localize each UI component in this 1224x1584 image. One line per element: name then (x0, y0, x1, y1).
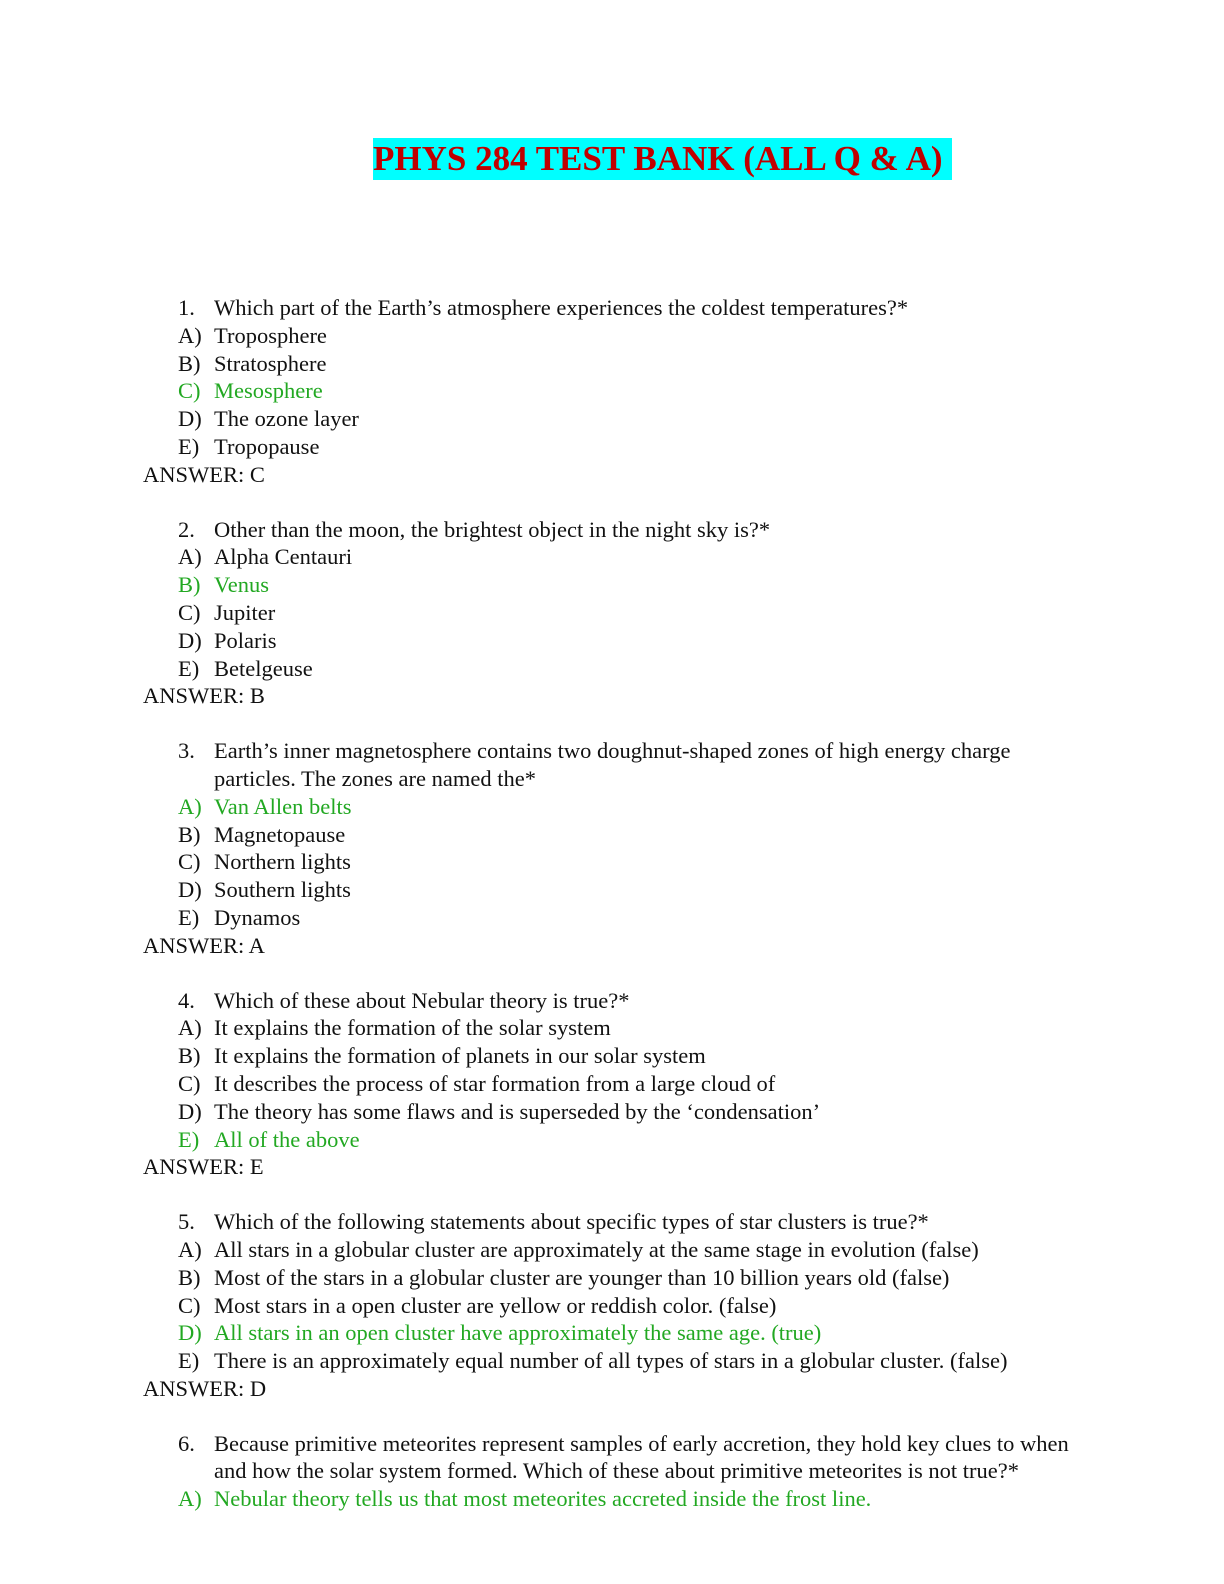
correct-option (143, 377, 1083, 405)
option (143, 627, 1083, 655)
question-stem (143, 737, 1083, 793)
question-6 (143, 1430, 1083, 1513)
option-letter: D) (178, 406, 202, 432)
option-letter: D) (178, 1098, 202, 1124)
option-text: Dynamos (214, 904, 301, 930)
question-stem (143, 1208, 1083, 1236)
question-text: Which of these about Nebular theory is true?* (214, 987, 630, 1013)
title-block (373, 138, 952, 180)
option (143, 848, 1083, 876)
option-letter: D) (178, 877, 202, 903)
option-letter: E) (178, 904, 200, 930)
answer-line: ANSWER: A (143, 932, 265, 958)
answer-line: ANSWER: C (143, 461, 265, 487)
question-3 (143, 737, 1083, 959)
question-text: Earth’s inner magnetosphere contains two doughnut-shaped zones of high energy charge particles. The zones are named the* (214, 738, 1011, 791)
option-letter: B) (178, 572, 201, 598)
question-number: 6. (178, 1430, 195, 1456)
option-text: Mesosphere (214, 378, 323, 404)
option-text: All stars in a globular cluster are approximately at the same stage in evolution (false) (214, 1236, 979, 1262)
correct-option (143, 1126, 1083, 1154)
option-text: There is an approximately equal number of all types of stars in a globular cluster. (false) (214, 1348, 1008, 1374)
question-stem (143, 987, 1083, 1015)
option (143, 876, 1083, 904)
question-stem (143, 1430, 1083, 1486)
option-text: Van Allen belts (214, 793, 352, 819)
correct-option (143, 1319, 1083, 1347)
option-text: Tropopause (214, 433, 320, 459)
question-text: Which part of the Earth’s atmosphere experiences the coldest temperatures?* (214, 295, 909, 320)
option-text: All stars in an open cluster have approximately the same age. (true) (214, 1320, 822, 1346)
option (143, 599, 1083, 627)
option-letter: E) (178, 655, 200, 681)
option-text: It explains the formation of planets in our solar system (214, 1043, 706, 1069)
option-text: Most stars in a open cluster are yellow or reddish color. (false) (214, 1292, 777, 1318)
option-letter: B) (178, 1264, 201, 1290)
option (143, 1347, 1083, 1375)
option-letter: C) (178, 378, 201, 404)
option-text: Northern lights (214, 849, 351, 875)
option (143, 405, 1083, 433)
question-text: Other than the moon, the brightest object in the night sky is?* (214, 516, 771, 542)
option-letter: E) (178, 1348, 200, 1374)
option-letter: D) (178, 1320, 202, 1346)
question-number: 5. (178, 1209, 195, 1235)
option-text: Betelgeuse (214, 655, 313, 681)
option (143, 1098, 1083, 1126)
option-letter: A) (178, 793, 202, 819)
option-text: Most of the stars in a globular cluster are younger than 10 billion years old (false) (214, 1264, 950, 1290)
option (143, 322, 1083, 350)
option-text: Troposphere (214, 322, 327, 348)
option (143, 1070, 1083, 1098)
option-letter: E) (178, 433, 200, 459)
question-5 (143, 1208, 1083, 1403)
option-text: Polaris (214, 627, 277, 653)
option-letter: A) (178, 1486, 202, 1512)
option-text: The theory has some flaws and is superseded by the ‘condensation’ (214, 1098, 821, 1124)
option-text: Venus (214, 572, 269, 598)
option-text: All of the above (214, 1126, 360, 1152)
option (143, 821, 1083, 849)
option-letter: B) (178, 1043, 201, 1069)
option-letter: C) (178, 1070, 201, 1096)
option (143, 350, 1083, 378)
option (143, 904, 1083, 932)
option-letter: A) (178, 544, 202, 570)
question-number: 4. (178, 987, 195, 1013)
option (143, 1292, 1083, 1320)
option (143, 543, 1083, 571)
option-letter: D) (178, 627, 202, 653)
question-text: Because primitive meteorites represent samples of early accretion, they hold key clues to when and how the solar system formed. Which of these about primitive meteorites is not true?* (214, 1430, 1069, 1484)
question-number: 1. (178, 295, 195, 320)
option-text: Nebular theory tells us that most meteorites accreted inside the frost line. (214, 1486, 872, 1512)
option-letter: A) (178, 322, 202, 348)
option-text: Alpha Centauri (214, 544, 353, 570)
option-letter: B) (178, 350, 201, 376)
option-text: It describes the process of star formation from a large cloud of (214, 1070, 776, 1096)
option-text: Jupiter (214, 599, 276, 625)
option (143, 1264, 1083, 1292)
question-4 (143, 987, 1083, 1182)
option-letter: B) (178, 821, 201, 847)
question-1 (143, 294, 1083, 489)
option-text: The ozone layer (214, 406, 359, 432)
question-number: 2. (178, 516, 195, 542)
option-text: Stratosphere (214, 350, 327, 376)
correct-option (143, 793, 1083, 821)
question-stem (143, 516, 1083, 544)
option (143, 1236, 1083, 1264)
question-number: 3. (178, 738, 195, 764)
option-letter: A) (178, 1236, 202, 1262)
option-text: It explains the formation of the solar system (214, 1015, 611, 1041)
option-letter: A) (178, 1015, 202, 1041)
page-title: PHYS 284 TEST BANK (ALL Q & A) (373, 138, 952, 180)
option-letter: C) (178, 849, 201, 875)
option (143, 1042, 1083, 1070)
question-text: Which of the following statements about specific types of star clusters is true?* (214, 1209, 929, 1235)
option (143, 1014, 1083, 1042)
correct-option (143, 571, 1083, 599)
option-letter: C) (178, 599, 201, 625)
option-letter: E) (178, 1126, 200, 1152)
correct-option (143, 1485, 1083, 1513)
question-stem (143, 294, 1083, 322)
answer-line: ANSWER: B (143, 683, 265, 709)
question-list (143, 294, 1083, 1540)
question-2 (143, 516, 1083, 711)
option-text: Magnetopause (214, 821, 346, 847)
answer-line: ANSWER: D (143, 1375, 267, 1401)
option (143, 655, 1083, 683)
answer-line: ANSWER: E (143, 1154, 264, 1180)
option-text: Southern lights (214, 877, 351, 903)
option-letter: C) (178, 1292, 201, 1318)
option (143, 433, 1083, 461)
